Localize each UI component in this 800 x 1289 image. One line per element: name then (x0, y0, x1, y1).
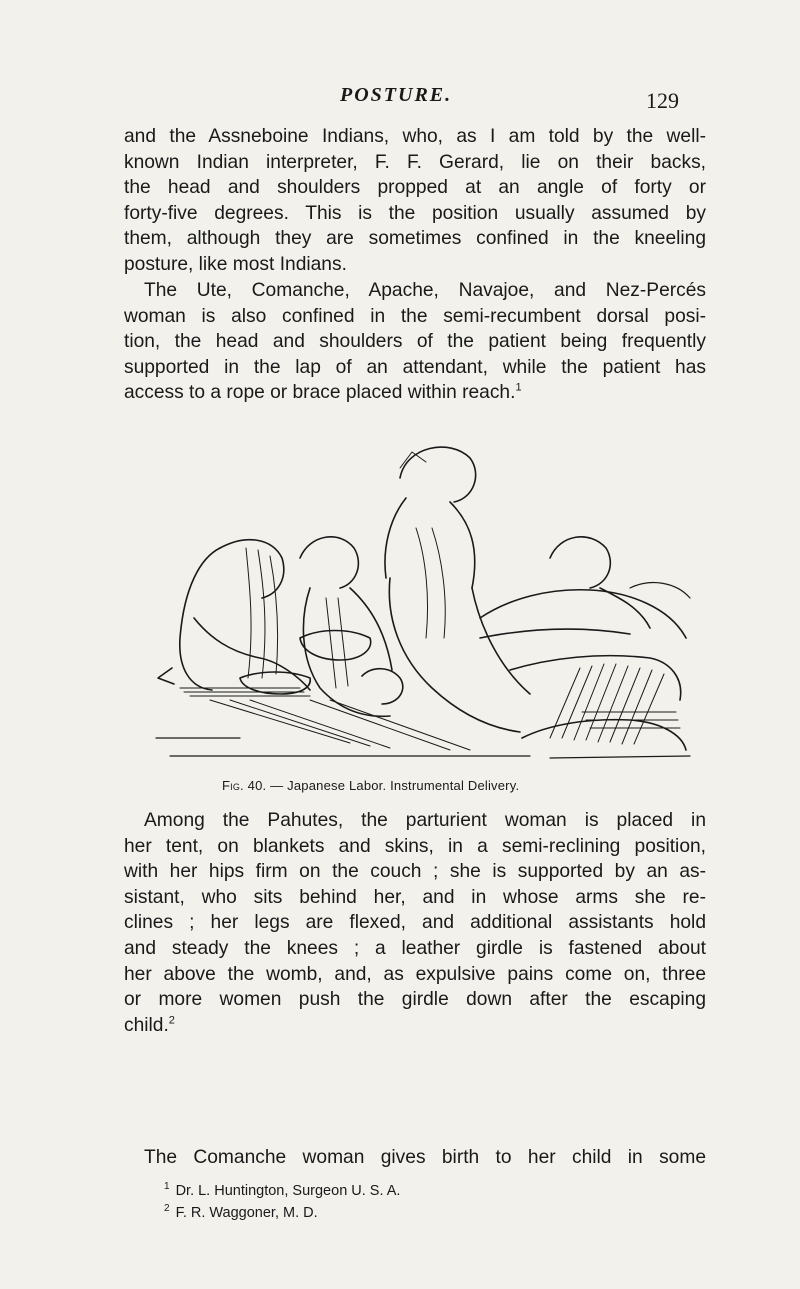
figure-label: Fig. 40. (222, 778, 267, 793)
text-line: The Ute, Comanche, Apache, Navajoe, and Nez-Percés (144, 280, 706, 301)
text-line: posture, like most Indians. (124, 253, 347, 275)
paragraph-4 (124, 1145, 706, 1171)
text-line: the head and shoulders propped at an angle of forty or (124, 177, 706, 199)
paragraph-2 (124, 278, 706, 406)
footnote (164, 1178, 400, 1200)
figure-caption-text: — Japanese Labor. Instrumental Delivery. (270, 778, 520, 793)
paragraph-3 (124, 808, 706, 1038)
footnote-ref: 1 (515, 381, 522, 394)
text-line: and the Assneboine Indians, who, as I am told by the well- (124, 126, 706, 147)
footnote (164, 1200, 400, 1222)
text-line: her above the womb, and, as expulsive pains come on, three (124, 963, 706, 985)
text-line: forty-five degrees. This is the position usually assumed by (124, 202, 706, 224)
footnote-text: F. R. Waggoner, M. D. (175, 1204, 318, 1221)
footnote-marker: 2 (164, 1202, 170, 1214)
japanese-labor-illustration (150, 438, 698, 768)
text-line: known Indian interpreter, F. F. Gerard, lie on their backs, (124, 151, 706, 173)
text-line: her tent, on blankets and skins, in a semi-reclining position, (124, 835, 706, 857)
text-line: or more women push the girdle down after the escaping (124, 989, 706, 1011)
text-line: them, although they are sometimes confined in the kneeling (124, 228, 706, 250)
text-fragment: child. (124, 1014, 169, 1036)
text-line: woman is also confined in the semi-recumbent dorsal posi- (124, 305, 706, 327)
text-line (124, 1013, 706, 1039)
text-line: tion, the head and shoulders of the patient being frequently (124, 331, 706, 353)
footnote-text: Dr. L. Huntington, Surgeon U. S. A. (175, 1182, 401, 1199)
footnotes (164, 1178, 400, 1222)
text-line: The Comanche woman gives birth to her child in some (144, 1147, 706, 1168)
figure-caption (222, 778, 519, 793)
text-line: clines ; her legs are flexed, and additional assistants hold (124, 912, 706, 934)
text-line (124, 380, 706, 406)
text-line: with her hips firm on the couch ; she is supported by an as- (124, 861, 706, 883)
text-line: sistant, who sits behind her, and in whose arms she re- (124, 886, 706, 908)
footnote-marker: 1 (164, 1181, 170, 1192)
figure-japanese-labor (150, 438, 698, 768)
page-number: 129 (646, 88, 679, 113)
text-line: and steady the knees ; a leather girdle is fastened about (124, 937, 706, 959)
paragraph-1 (124, 124, 706, 278)
text-line: supported in the lap of an attendant, while the patient has (124, 356, 706, 378)
page-header (0, 84, 800, 114)
footnote-ref: 2 (168, 1014, 175, 1027)
text-fragment: access to a rope or brace placed within reach. (124, 382, 516, 404)
running-title: POSTURE. (340, 84, 453, 106)
text-line: Among the Pahutes, the parturient woman is placed in (144, 810, 706, 831)
